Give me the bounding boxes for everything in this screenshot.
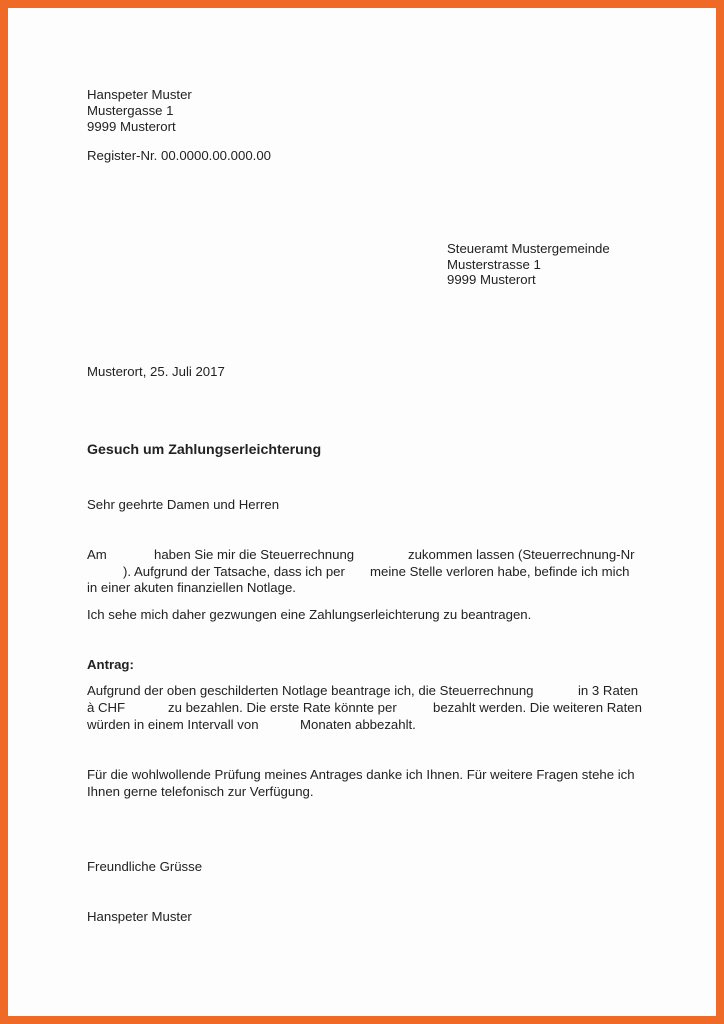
letter-subject: Gesuch um Zahlungserleichterung	[87, 442, 322, 458]
para1-text-job-loss: meine Stelle verloren habe, befinde ich mich	[370, 564, 630, 579]
para1-text-reference: zukommen lassen (Steuerrechnung-Nr	[408, 547, 635, 562]
closing-text-line1: Für die wohlwollende Prüfung meines Antrages danke ich Ihnen. Für weitere Fragen stehe ich	[87, 767, 635, 782]
para1-text-invoice: haben Sie mir die Steuerrechnung	[154, 547, 355, 562]
recipient-city: 9999 Musterort	[447, 272, 536, 287]
sender-street: Mustergasse 1	[87, 103, 174, 118]
sender-city: 9999 Musterort	[87, 119, 176, 134]
para1-text-emergency: in einer akuten finanziellen Notlage.	[87, 580, 296, 595]
antrag-text-interval: würden in einem Intervall von	[87, 717, 259, 732]
antrag-text-months: Monaten abbezahlt.	[300, 717, 416, 732]
para1-word-am: Am	[87, 547, 107, 562]
recipient-street: Musterstrasse 1	[447, 257, 541, 272]
greeting: Freundliche Grüsse	[87, 859, 203, 874]
antrag-text-rates: in 3 Raten	[578, 683, 639, 698]
salutation: Sehr geehrte Damen und Herren	[87, 497, 280, 512]
antrag-text-first-rate: zu bezahlen. Die erste Rate könnte per	[168, 700, 397, 715]
antrag-text-chf: à CHF	[87, 700, 126, 715]
sender-name: Hanspeter Muster	[87, 87, 192, 102]
para2-request: Ich sehe mich daher gezwungen eine Zahlungserleichterung zu beantragen.	[87, 607, 532, 622]
antrag-heading: Antrag:	[87, 657, 134, 672]
recipient-name: Steueramt Mustergemeinde	[447, 241, 610, 256]
signature-name: Hanspeter Muster	[87, 909, 192, 924]
closing-text-line2: Ihnen gerne telefonisch zur Verfügung.	[87, 784, 314, 799]
letter-date: Musterort, 25. Juli 2017	[87, 364, 225, 379]
antrag-text-further-rates: bezahlt werden. Die weiteren Raten	[433, 700, 642, 715]
register-number: Register-Nr. 00.0000.00.000.00	[87, 148, 272, 163]
antrag-text-installments: Aufgrund der oben geschilderten Notlage beantrage ich, die Steuerrechnung	[87, 683, 534, 698]
para1-text-reason: ). Aufgrund der Tatsache, dass ich per	[123, 564, 345, 579]
